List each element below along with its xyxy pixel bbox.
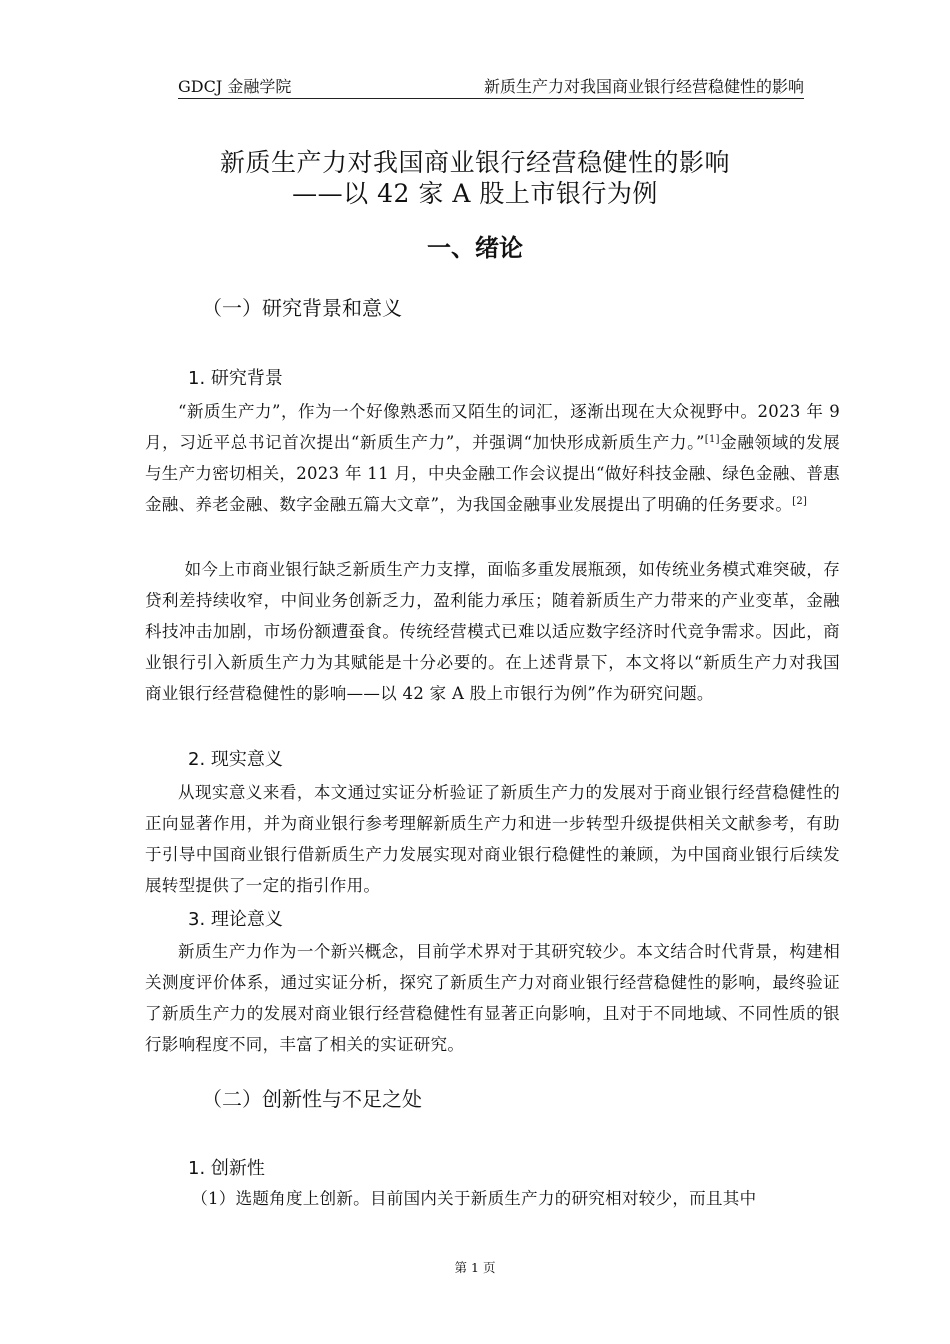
citation-2: [2] xyxy=(792,496,808,507)
chapter-heading: 一、绪论 xyxy=(427,234,523,262)
paragraph-innovation: （1）选题角度上创新。目前国内关于新质生产力的研究相对较少，而且其中 xyxy=(191,1189,757,1208)
section-heading-background: （一）研究背景和意义 xyxy=(202,296,402,320)
subsection-heading-innovation: 1. 创新性 xyxy=(188,1158,265,1179)
header-institution: GDCJ 金融学院 xyxy=(178,77,292,96)
section-heading-innovation: （二）创新性与不足之处 xyxy=(202,1087,422,1111)
header-running-title: 新质生产力对我国商业银行经营稳健性的影响 xyxy=(483,77,804,96)
citation-1: [1] xyxy=(704,434,720,445)
paragraph-background-2: 如今上市商业银行缺乏新质生产力支撑，面临多重发展瓶颈，如传统业务模式难突破，存贷利差持续收窄，中间业务创新乏力，盈利能力承压；随着新质生产力带来的产业变革，金融科技冲击加剧，市场份额遭蚕食。传统经营模式已难以适应数字经济时代竞争需求。因此，商业银行引入新质生产力为其赋能是十分必要的。在上述背景下，本文将以“新质生产力对我国商业银行经营稳健性的影响——以 42 家 A 股上市银行为例”作为研究问题。 xyxy=(145,560,840,703)
page-number: 第 1 页 xyxy=(454,1260,496,1275)
paragraph-theoretical: 新质生产力作为一个新兴概念，目前学术界对于其研究较少。本文结合时代背景，构建相关测度评价体系，通过实证分析，探究了新质生产力对商业银行经营稳健性的影响，最终验证了新质生产力的发展对商业银行经营稳健性有显著正向影响，且对于不同地域、不同性质的银行影响程度不同，丰富了相关的实证研究。 xyxy=(145,942,840,1054)
paragraph-background-1: “新质生产力”，作为一个好像熟悉而又陌生的词汇，逐渐出现在大众视野中。2023 年 9 月，习近平总书记首次提出“新质生产力”，并强调“加快形成新质生产力。”[1]金融领域的发展与生产力密切相关，2023 年 11 月，中央金融工作会议提出“做好科技金融、绿色金融、普惠金融、养老金融、数字金融五篇大文章”，为我国金融事业发展提出了明确的任务要求。[2] xyxy=(145,402,840,514)
subsection-heading-background: 1. 研究背景 xyxy=(188,368,283,389)
subsection-heading-theoretical: 3. 理论意义 xyxy=(188,909,283,930)
paragraph-practical: 从现实意义来看，本文通过实证分析验证了新质生产力的发展对于商业银行经营稳健性的正向显著作用，并为商业银行参考理解新质生产力和进一步转型升级提供相关文献参考，有助于引导中国商业银行借新质生产力发展实现对商业银行稳健性的兼顾，为中国商业银行后续发展转型提供了一定的指引作用。 xyxy=(145,783,840,895)
page-header xyxy=(178,76,804,99)
paper-title: 新质生产力对我国商业银行经营稳健性的影响 xyxy=(219,148,730,177)
paper-subtitle: ——以 42 家 A 股上市银行为例 xyxy=(292,179,658,208)
subsection-heading-practical: 2. 现实意义 xyxy=(188,749,283,770)
